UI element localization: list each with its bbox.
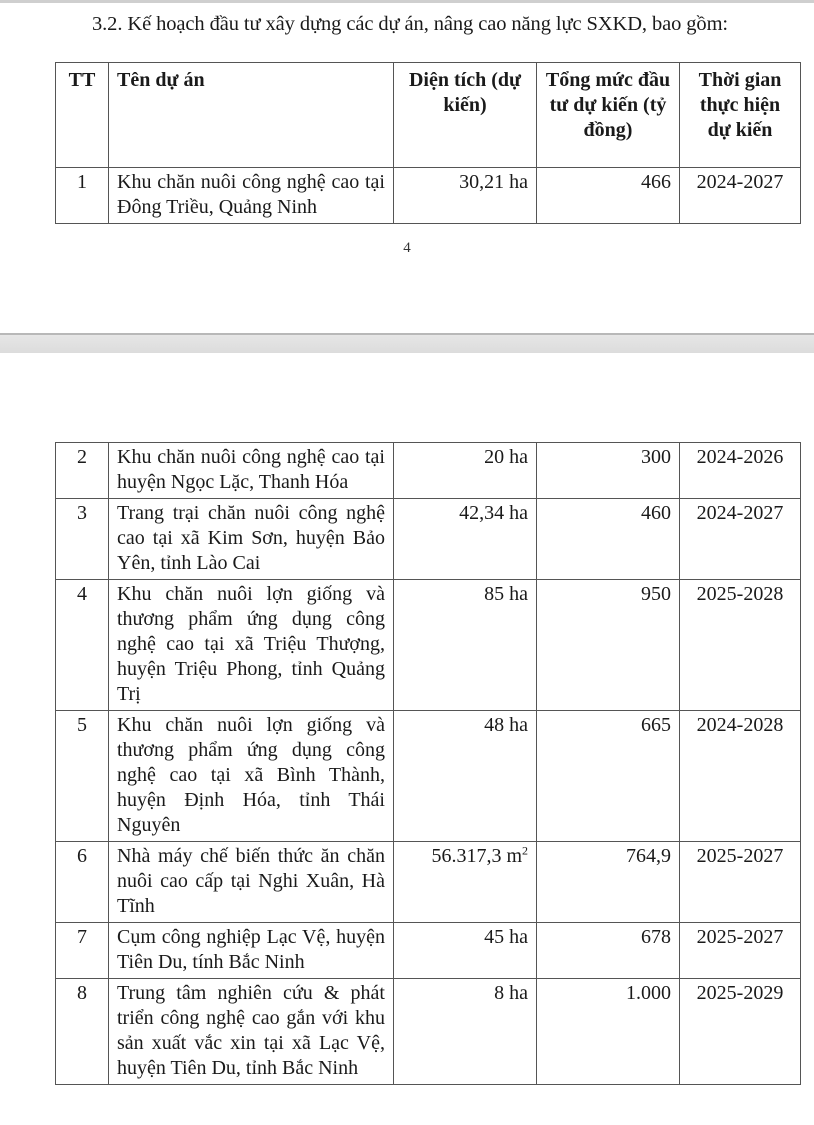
cell-tt: 1 (56, 168, 109, 224)
projects-table-part-1 (55, 62, 801, 224)
cell-cost: 678 (537, 923, 680, 979)
cell-area: 20 ha (394, 443, 537, 499)
cell-cost: 460 (537, 499, 680, 580)
cell-time: 2024-2027 (680, 499, 801, 580)
cell-time: 2025-2028 (680, 580, 801, 711)
cell-time: 2025-2027 (680, 923, 801, 979)
cell-time: 2025-2027 (680, 842, 801, 923)
cell-name: Trung tâm nghiên cứu & phát triển công nghệ cao gắn với khu sản xuất vắc xin tại xã Lạc Vệ, huyện Tiên Du, tỉnh Bắc Ninh (109, 979, 394, 1085)
cell-area: 42,34 ha (394, 499, 537, 580)
cell-name: Khu chăn nuôi lợn giống và thương phẩm ứng dụng công nghệ cao tại xã Triệu Thượng, huyện Triệu Phong, tỉnh Quảng Trị (109, 580, 394, 711)
cell-tt: 6 (56, 842, 109, 923)
cell-tt: 8 (56, 979, 109, 1085)
header-time: Thời gian thực hiện dự kiến (680, 63, 801, 168)
cell-tt: 2 (56, 443, 109, 499)
area-value: 56.317,3 m (431, 845, 522, 867)
table-header-row (56, 63, 801, 168)
cell-tt: 5 (56, 711, 109, 842)
table-row (56, 443, 801, 499)
cell-tt: 7 (56, 923, 109, 979)
cell-name: Khu chăn nuôi lợn giống và thương phẩm ứng dụng công nghệ cao tại xã Bình Thành, huyện Định Hóa, tỉnh Thái Nguyên (109, 711, 394, 842)
cell-time: 2024-2028 (680, 711, 801, 842)
table-row (56, 168, 801, 224)
cell-area: 45 ha (394, 923, 537, 979)
cell-area: 8 ha (394, 979, 537, 1085)
header-area: Diện tích (dự kiến) (394, 63, 537, 168)
page-break-gap (0, 335, 814, 353)
cell-area: 30,21 ha (394, 168, 537, 224)
table-row (56, 580, 801, 711)
table-row (56, 499, 801, 580)
cell-cost: 1.000 (537, 979, 680, 1085)
cell-area (394, 842, 537, 923)
cell-cost: 950 (537, 580, 680, 711)
header-name: Tên dự án (109, 63, 394, 168)
header-tt: TT (56, 63, 109, 168)
cell-time: 2025-2029 (680, 979, 801, 1085)
cell-tt: 4 (56, 580, 109, 711)
table-row (56, 711, 801, 842)
cell-cost: 665 (537, 711, 680, 842)
table-row (56, 842, 801, 923)
cell-name: Cụm công nghiệp Lạc Vệ, huyện Tiên Du, tính Bắc Ninh (109, 923, 394, 979)
area-unit-exponent: 2 (522, 843, 528, 858)
cell-cost: 466 (537, 168, 680, 224)
cell-name: Trang trại chăn nuôi công nghệ cao tại xã Kim Sơn, huyện Bảo Yên, tỉnh Lào Cai (109, 499, 394, 580)
cell-area: 85 ha (394, 580, 537, 711)
cell-time: 2024-2027 (680, 168, 801, 224)
cell-name: Khu chăn nuôi công nghệ cao tại Đông Triều, Quảng Ninh (109, 168, 394, 224)
cell-cost: 764,9 (537, 842, 680, 923)
projects-table-part-2 (55, 442, 801, 1085)
table-row (56, 923, 801, 979)
cell-time: 2024-2026 (680, 443, 801, 499)
table-row (56, 979, 801, 1085)
header-cost: Tổng mức đầu tư dự kiến (tỷ đồng) (537, 63, 680, 168)
cell-cost: 300 (537, 443, 680, 499)
cell-name: Khu chăn nuôi công nghệ cao tại huyện Ngọc Lặc, Thanh Hóa (109, 443, 394, 499)
cell-name: Nhà máy chế biến thức ăn chăn nuôi cao cấp tại Nghi Xuân, Hà Tĩnh (109, 842, 394, 923)
page-number: 4 (403, 240, 411, 256)
section-heading: 3.2. Kế hoạch đầu tư xây dựng các dự án, nâng cao năng lực SXKD, bao gồm: (92, 13, 729, 35)
previous-page-edge (0, 0, 814, 3)
cell-tt: 3 (56, 499, 109, 580)
cell-area: 48 ha (394, 711, 537, 842)
